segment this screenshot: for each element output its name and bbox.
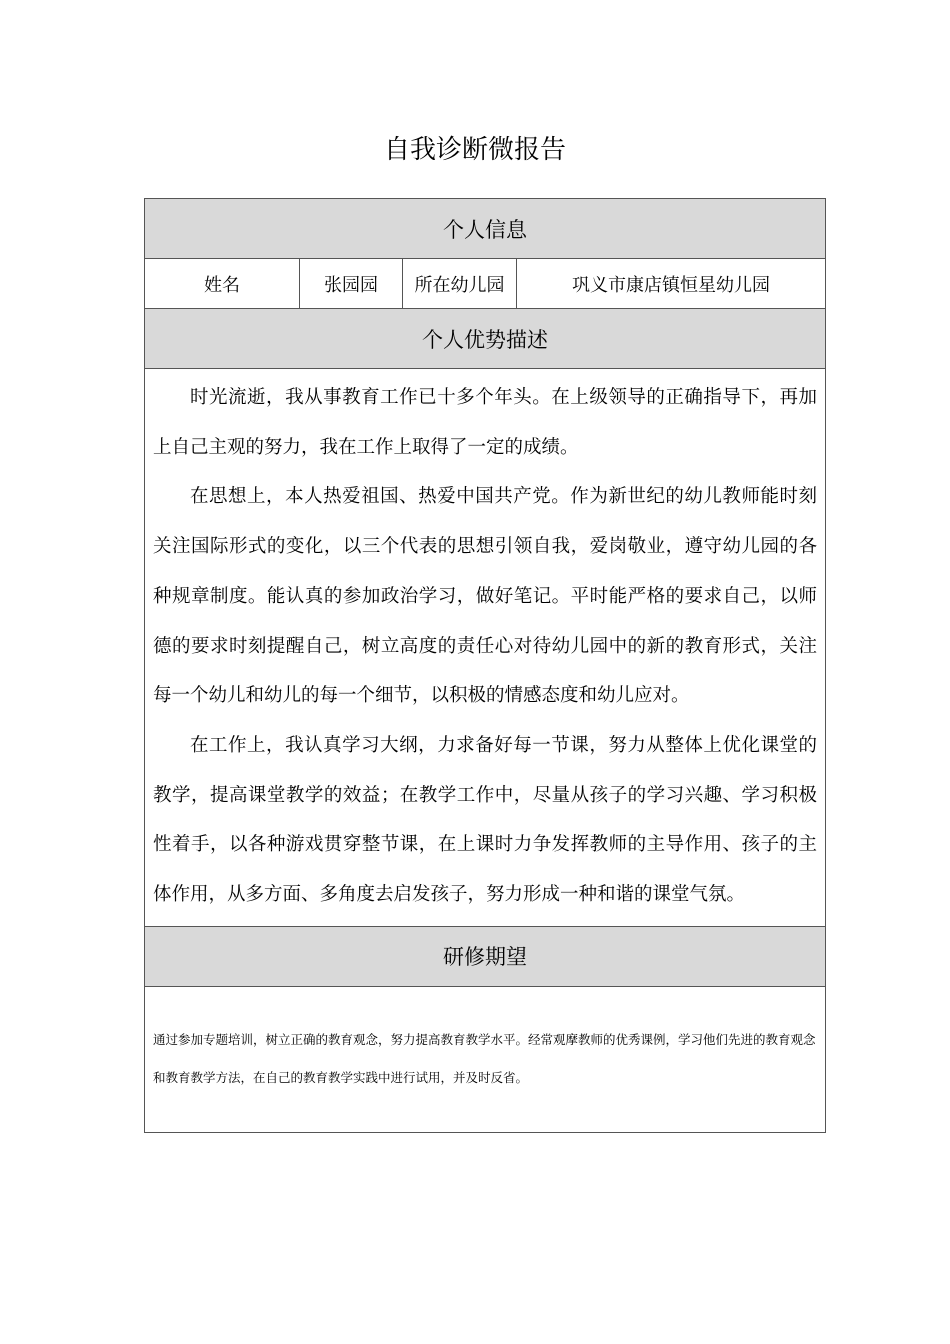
expectations-header: 研修期望 <box>145 926 826 986</box>
report-table <box>144 198 826 1133</box>
strengths-body-row <box>145 369 826 927</box>
expectations-body: 通过参加专题培训，树立正确的教育观念，努力提高教育教学水平。经常观摩教师的优秀课例，学习他们先进的教育观念和教育教学方法，在自己的教育教学实践中进行试用，并及时反省。 <box>145 986 826 1132</box>
strengths-paragraph: 在思想上，本人热爱祖国、热爱中国共产党。作为新世纪的幼儿教师能时刻关注国际形式的变化，以三个代表的思想引领自我，爱岗敬业，遵守幼儿园的各种规章制度。能认真的参加政治学习，做好笔记。平时能严格的要求自己，以师德的要求时刻提醒自己，树立高度的责任心对待幼儿园中的新的教育形式，关注每一个幼儿和幼儿的每一个细节，以积极的情感态度和幼儿应对。 <box>153 486 817 707</box>
expectations-body-row <box>145 986 826 1132</box>
expectations-header-row <box>145 926 826 986</box>
name-label: 姓名 <box>145 259 300 309</box>
report-title: 自我诊断微报告 <box>383 135 566 165</box>
strengths-body <box>145 369 826 927</box>
personal-info-row <box>145 259 826 309</box>
personal-info-header-row <box>145 199 826 259</box>
strengths-paragraph: 时光流逝，我从事教育工作已十多个年头。在上级领导的正确指导下，再加上自己主观的努力，我在工作上取得了一定的成绩。 <box>153 387 817 458</box>
name-value: 张园园 <box>300 259 403 309</box>
kindergarten-label: 所在幼儿园 <box>403 259 517 309</box>
strengths-header: 个人优势描述 <box>145 309 826 369</box>
strengths-header-row <box>145 309 826 369</box>
strengths-paragraph: 在工作上，我认真学习大纲，力求备好每一节课，努力从整体上优化课堂的教学，提高课堂教学的效益；在教学工作中，尽量从孩子的学习兴趣、学习积极性着手，以各种游戏贯穿整节课，在上课时力争发挥教师的主导作用、孩子的主体作用，从多方面、多角度去启发孩子，努力形成一种和谐的课堂气氛。 <box>153 734 817 906</box>
kindergarten-value: 巩义市康店镇恒星幼儿园 <box>517 259 826 309</box>
personal-info-header: 个人信息 <box>145 199 826 259</box>
